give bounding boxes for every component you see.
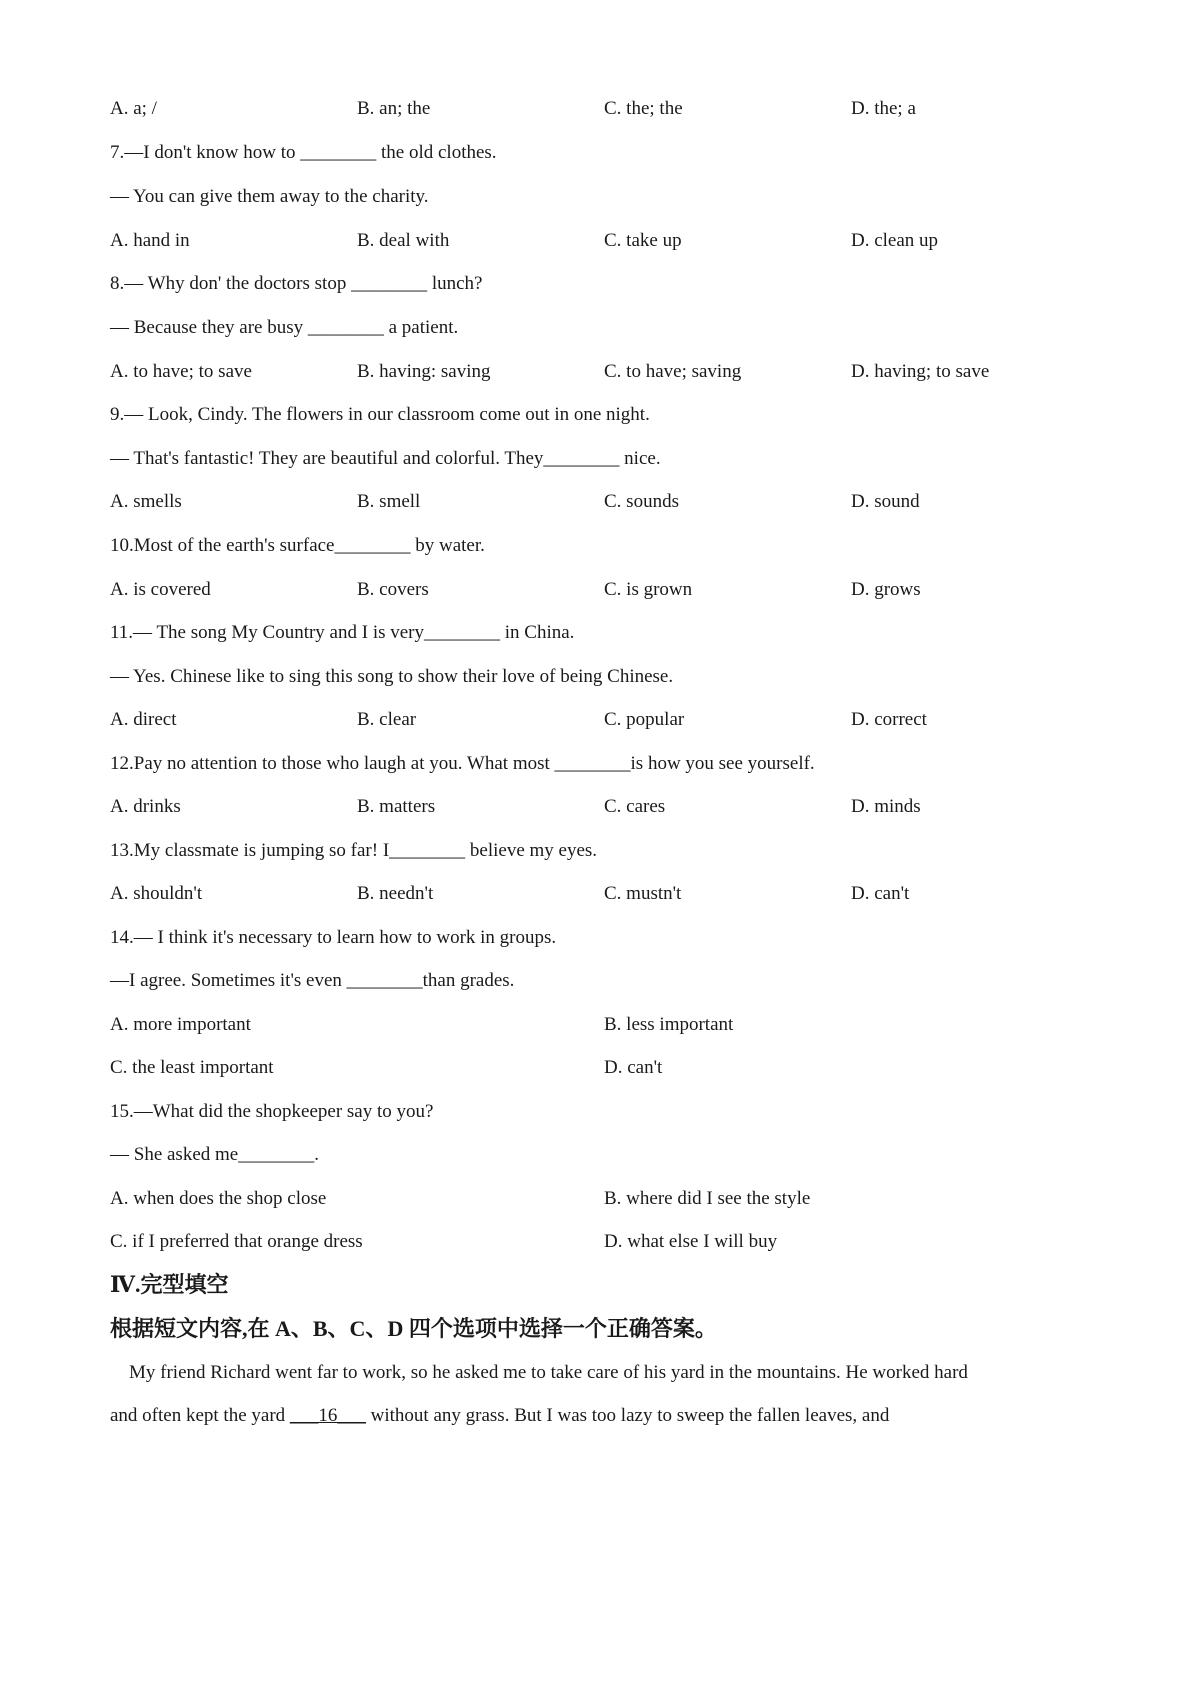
q14-options-row2 [0, 1056, 1200, 1080]
option-a: A. a; / [110, 98, 157, 119]
passage-text-b: without any grass. But I was too lazy to sweep the fallen leaves, and [365, 1405, 890, 1426]
q13-question: 13.My classmate is jumping so far! I________ believe my eyes. [110, 840, 598, 861]
option-c: C. popular [604, 709, 685, 730]
q9-options [0, 490, 1200, 514]
option-a: A. drinks [110, 796, 181, 817]
q14-question: 14.— I think it's necessary to learn how to work in groups. [110, 927, 557, 948]
blank-16: ___16___ [289, 1405, 366, 1426]
passage-line-1: My friend Richard went far to work, so he asked me to take care of his yard in the mountains. He worked hard [110, 1362, 968, 1383]
q7-question: 7.—I don't know how to ________ the old clothes. [110, 142, 497, 163]
q12-options [0, 795, 1200, 819]
option-a: A. when does the shop close [110, 1188, 327, 1209]
option-b: B. matters [357, 796, 436, 817]
q15-answer-line: — She asked me________. [110, 1144, 319, 1165]
option-c: C. cares [604, 796, 666, 817]
option-b: B. having: saving [357, 361, 491, 382]
option-a: A. hand in [110, 230, 190, 251]
section-instruction: 根据短文内容,在 A、B、C、D 四个选项中选择一个正确答案。 [110, 1316, 717, 1341]
option-d: D. what else I will buy [604, 1231, 778, 1252]
option-d: D. clean up [851, 230, 939, 251]
option-c: C. take up [604, 230, 682, 251]
option-b: B. deal with [357, 230, 450, 251]
q12-question: 12.Pay no attention to those who laugh at you. What most ________is how you see yourself. [110, 753, 815, 774]
option-a: A. to have; to save [110, 361, 252, 382]
q15-options-row1 [0, 1187, 1200, 1211]
q15-options-row2 [0, 1230, 1200, 1254]
option-d: D. can't [851, 883, 910, 904]
option-d: D. sound [851, 491, 920, 512]
q7-answer-line: — You can give them away to the charity. [110, 186, 429, 207]
q11-question: 11.— The song My Country and I is very________ in China. [110, 622, 575, 643]
option-c: C. if I preferred that orange dress [110, 1231, 363, 1252]
q9-question: 9.— Look, Cindy. The flowers in our classroom come out in one night. [110, 404, 650, 425]
option-c: C. the; the [604, 98, 683, 119]
option-b: B. covers [357, 579, 429, 600]
q14-options-row1 [0, 1013, 1200, 1037]
q14-answer-line: —I agree. Sometimes it's even ________than grades. [110, 970, 515, 991]
option-b: B. smell [357, 491, 421, 512]
q11-options [0, 708, 1200, 732]
option-c: C. is grown [604, 579, 693, 600]
q9-answer-line: — That's fantastic! They are beautiful and colorful. They________ nice. [110, 448, 661, 469]
q10-question: 10.Most of the earth's surface________ by water. [110, 535, 485, 556]
option-d: D. grows [851, 579, 921, 600]
option-d: D. correct [851, 709, 927, 730]
option-d: D. the; a [851, 98, 916, 119]
section-title: Ⅳ.完型填空 [110, 1272, 229, 1297]
option-a: A. smells [110, 491, 182, 512]
option-d: D. can't [604, 1057, 663, 1078]
option-b: B. an; the [357, 98, 431, 119]
q8-question: 8.— Why don' the doctors stop ________ lunch? [110, 273, 483, 294]
q13-options [0, 882, 1200, 906]
option-a: A. is covered [110, 579, 211, 600]
option-b: B. where did I see the style [604, 1188, 811, 1209]
q8-options [0, 360, 1200, 384]
option-b: B. less important [604, 1014, 734, 1035]
passage-line-2 [110, 1404, 1100, 1428]
q11-answer-line: — Yes. Chinese like to sing this song to show their love of being Chinese. [110, 666, 674, 687]
option-a: A. more important [110, 1014, 251, 1035]
q15-question: 15.—What did the shopkeeper say to you? [110, 1101, 434, 1122]
option-b: B. needn't [357, 883, 434, 904]
q7-options [0, 229, 1200, 253]
option-a: A. shouldn't [110, 883, 203, 904]
option-d: D. minds [851, 796, 921, 817]
option-a: A. direct [110, 709, 177, 730]
option-c: C. to have; saving [604, 361, 742, 382]
option-b: B. clear [357, 709, 417, 730]
passage-text-a: and often kept the yard [110, 1405, 290, 1426]
option-c: C. the least important [110, 1057, 274, 1078]
option-c: C. sounds [604, 491, 679, 512]
q6-options [0, 97, 1200, 121]
option-d: D. having; to save [851, 361, 990, 382]
q10-options [0, 578, 1200, 602]
option-c: C. mustn't [604, 883, 682, 904]
q8-answer-line: — Because they are busy ________ a patient. [110, 317, 459, 338]
